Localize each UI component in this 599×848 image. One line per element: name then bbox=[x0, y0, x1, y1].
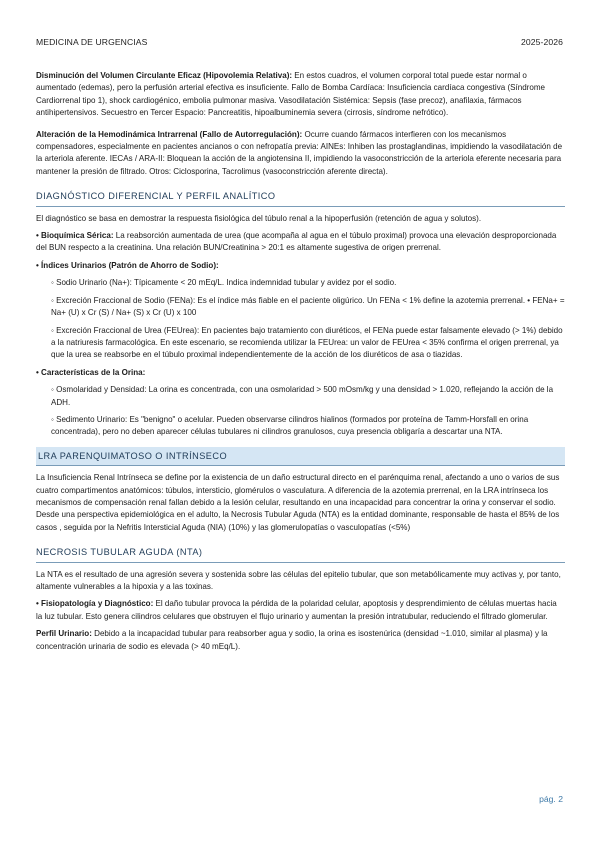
section-heading-lra: LRA PARENQUIMATOSO O INTRÍNSECO bbox=[36, 447, 565, 466]
paragraph-text: En estos cuadros, el volumen corporal total puede estar normal o aumentado (edemas), pero la perfusión arterial efectiva es insuficiente. Fallo de Bomba Cardíaca: Insuficiencia cardíaca congestiva (Síndrome Cardiorrenal tipo 1), shock cardiogénico, embolia pulmonar masiva. Vasodilatación Sistémica: Sepsis (fase precoz), anafilaxia, fármacos antihipertensivos. Secuestro en Tercer Espacio: Pancreatitis, hipoalbuminemia severa (cirrosis, síndrome nefrótico). bbox=[36, 71, 546, 118]
sub-item-sedimento: ◦ Sedimento Urinario: Es "benigno" o acelular. Pueden observarse cilindros hialinos (formados por proteína de Tamm-Horsfall en orina concentrada), pero no deben aparecer células tubulares ni cilindros granulosos, cuya presencia obligaría a descartar una NTA. bbox=[51, 414, 529, 437]
item-text: Debido a la incapacidad tubular para reabsorber agua y sodio, la orina es isostenúrica (densidad ~1.010, similar al plasma) y la concentración urinaria de sodio es elevada (> 40 mEq/L). bbox=[36, 629, 548, 651]
lra-paragraph: La Insuficiencia Renal Intrínseca se define por la existencia de un daño estructural directo en el parénquima renal, afectando a uno o varios de sus cuatro compartimentos anatómicos: túbulos, intersticio, glomérulos o vasculatura. A diferencia de la azotemia prerrenal, en la LRA intrínseca los mecanismos de compensación renal fallan debido a la lesión celular, resultando en una incapacidad para concentrar la orina y conservar el sodio. Desde una perspectiva epidemiológica en el adulto, la Necrosis Tubular Aguda (NTA) es la entidad dominante, responsable de hasta el 85% de los casos , seguida por la Nefritis Intersticial Aguda (NIA) (10%) y las glomerulopatías o vasculopatías (<5%) bbox=[36, 473, 560, 532]
item-heading: • Índices Urinarios (Patrón de Ahorro de Sodio): bbox=[36, 260, 219, 270]
sub-item-sodio: ◦ Sodio Urinario (Na+): Típicamente < 20 mEq/L. Indica indemnidad tubular y avidez por el sodio. bbox=[51, 278, 397, 288]
item-text: La reabsorción aumentada de urea (que acompaña al agua en el túbulo proximal) provoca una elevación desproporcionada del BUN respecto a la creatinina. Una relación BUN/Creatinina > 20:1 es altamente sugestiva de origen prerrenal. bbox=[36, 231, 557, 253]
item-heading: • Fisiopatología y Diagnóstico: bbox=[36, 599, 154, 609]
header-year: 2025-2026 bbox=[521, 37, 563, 47]
perfil-urinario-item bbox=[36, 628, 565, 653]
bioquimica-item bbox=[36, 230, 565, 255]
paragraph-hemodinamica bbox=[36, 129, 565, 179]
sub-item-feurea: ◦ Excreción Fraccional de Urea (FEUrea): En pacientes bajo tratamiento con diuréticos, el FENa puede estar falsamente elevado (> 1%) debido a la natriuresis farmacológica. En este escenario, se recomienda utilizar la FEUrea: un valor de FEUrea < 35% confirma el origen prerrenal, ya que la urea se reabsorbe en el túbulo proximal independientemente de la acción de los diuréticos de asa o tiazidas. bbox=[51, 325, 563, 360]
item-heading: Perfil Urinario: bbox=[36, 629, 92, 639]
sub-item-osmolaridad: ◦ Osmolaridad y Densidad: La orina es concentrada, con una osmolaridad > 500 mOsm/kg y una densidad > 1.020, reflejando la acción de la ADH. bbox=[51, 385, 554, 407]
paragraph-text: Ocurre cuando fármacos interfieren con los mecanismos compensadores, especialmente en pacientes ancianos o con nefropatía previa: AINEs: Inhiben las prostaglandinas, impidiendo la vasodilatación de la arteriola aferente. IECAs / ARA-II: Bloquean la acción de la angiotensina II, impidiendo la vasoconstricción de la arteriola eferente necesaria para mantener la presión de filtrado. Otros: Ciclosporina, Tacrolimus (vasoconstricción aferente directa). bbox=[36, 129, 563, 176]
page-number: pág. 2 bbox=[539, 794, 563, 804]
fisiopatologia-item bbox=[36, 598, 565, 623]
header-title: MEDICINA DE URGENCIAS bbox=[36, 37, 148, 47]
item-text: El daño tubular provoca la pérdida de la polaridad celular, apoptosis y desprendimiento de células muertas hacia la luz tubular. Esto genera cilindros celulares que obstruyen el flujo urinario y aumentan la presión intratubular, reduciendo el filtrado glomerular. bbox=[36, 599, 557, 621]
nta-intro: La NTA es el resultado de una agresión severa y sostenida sobre las células del epitelio tubular, que son metabólicamente muy activas y, por tanto, altamente vulnerables a la hipoxia y a las toxinas. bbox=[36, 569, 561, 591]
section-heading-diagnostico: DIAGNÓSTICO DIFERENCIAL Y PERFIL ANALÍTICO bbox=[36, 187, 565, 206]
paragraph-heading: Disminución del Volumen Circulante Eficaz (Hipovolemia Relativa): bbox=[36, 71, 293, 80]
paragraph-heading: Alteración de la Hemodinámica Intrarrenal (Fallo de Autorregulación): bbox=[36, 129, 303, 139]
main-content bbox=[36, 70, 565, 658]
paragraph-hipovolemia bbox=[36, 70, 565, 120]
caracteristicas-heading bbox=[36, 367, 565, 379]
diagnostico-intro: El diagnóstico se basa en demostrar la respuesta fisiológica del túbulo renal a la hipoperfusión (retención de agua y solutos). bbox=[36, 213, 482, 223]
section-heading-nta: NECROSIS TUBULAR AGUDA (NTA) bbox=[36, 543, 565, 562]
indices-heading bbox=[36, 260, 565, 272]
item-heading: • Características de la Orina: bbox=[36, 367, 146, 377]
sub-item-fena: ◦ Excreción Fraccional de Sodio (FENa): Es el índice más fiable en el paciente oligúrico. Un FENa < 1% define la azotemia prerrenal. • FENa+ = Na+ (U) x Cr (S) / Na+ (S) x Cr (U) x 100 bbox=[51, 295, 565, 318]
item-heading: • Bioquímica Sérica: bbox=[36, 231, 114, 241]
